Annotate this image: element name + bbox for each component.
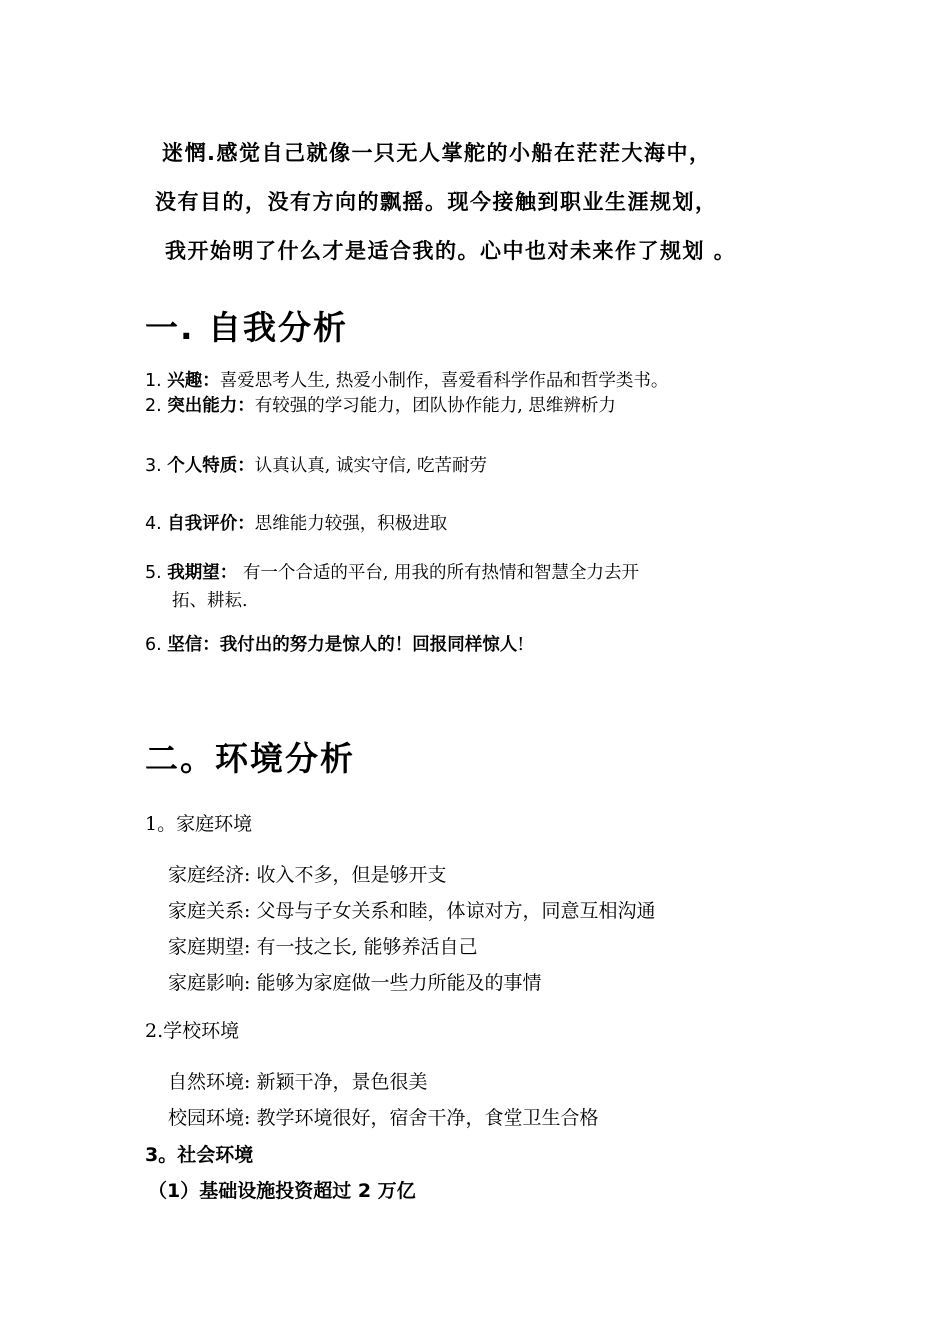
item-text: 认真认真, 诚实守信, 吃苦耐劳: [254, 456, 488, 476]
list-item-expectation: [145, 560, 639, 586]
item-tail: !: [517, 635, 525, 655]
list-item-belief: [145, 632, 524, 658]
society-point-1: （1）基础设施投资超过 2 万亿: [148, 1180, 416, 1202]
family-economy: 家庭经济: 收入不多，但是够开支: [168, 864, 447, 886]
section-title-self-analysis: 一. 自我分析: [145, 308, 349, 347]
list-item-expectation-continued: 拓、耕耘.: [172, 591, 248, 611]
section-title-environment-analysis: 二。环境分析: [145, 739, 355, 778]
item-text: 我付出的努力是惊人的！回报同样惊人: [219, 635, 518, 655]
item-label: 兴趣：: [167, 371, 220, 391]
list-item-interest: [145, 368, 668, 394]
subsection-society-heading: 3。社会环境: [145, 1144, 254, 1166]
item-label: 个人特质：: [167, 456, 255, 476]
family-relations: 家庭关系: 父母与子女关系和睦，体谅对方，同意互相沟通: [168, 900, 656, 922]
item-number: 3.: [145, 456, 162, 476]
intro-line-1: 迷惘.感觉自己就像一只无人掌舵的小船在茫茫大海中，: [162, 141, 712, 165]
item-text: 喜爱思考人生, 热爱小制作，喜爱看科学作品和哲学类书。: [219, 371, 669, 391]
item-number: 4.: [145, 514, 162, 534]
list-item-traits: [145, 453, 487, 479]
item-number: 5.: [145, 563, 162, 583]
subsection-family-heading: 1。家庭环境: [145, 813, 253, 835]
item-label: 坚信：: [167, 635, 220, 655]
item-number: 6.: [145, 635, 162, 655]
school-campus-environment: 校园环境: 教学环境很好，宿舍干净，食堂卫生合格: [168, 1107, 599, 1129]
family-influence: 家庭影响: 能够为家庭做一些力所能及的事情: [168, 972, 542, 994]
item-label: 突出能力：: [167, 396, 255, 416]
item-label: 我期望：: [167, 563, 238, 583]
item-text: 有一个合适的平台, 用我的所有热情和智慧全力去开: [242, 563, 639, 583]
item-label: 自我评价：: [167, 514, 255, 534]
item-text: 思维能力较强，积极进取: [254, 514, 448, 534]
school-natural-environment: 自然环境: 新颖干净，景色很美: [168, 1071, 428, 1093]
item-number: 1.: [145, 371, 162, 391]
list-item-ability: [145, 393, 616, 419]
intro-line-2: 没有目的，没有方向的飘摇。现今接触到职业生涯规划，: [155, 190, 718, 214]
item-text: 有较强的学习能力，团队协作能力, 思维辨析力: [254, 396, 616, 416]
subsection-school-heading: 2.学校环境: [145, 1020, 240, 1042]
list-item-self-evaluation: [145, 511, 447, 537]
family-expectation: 家庭期望: 有一技之长, 能够养活自己: [168, 936, 478, 958]
item-number: 2.: [145, 396, 162, 416]
intro-line-3: 我开始明了什么才是适合我的。心中也对未来作了规划 。: [165, 239, 737, 263]
